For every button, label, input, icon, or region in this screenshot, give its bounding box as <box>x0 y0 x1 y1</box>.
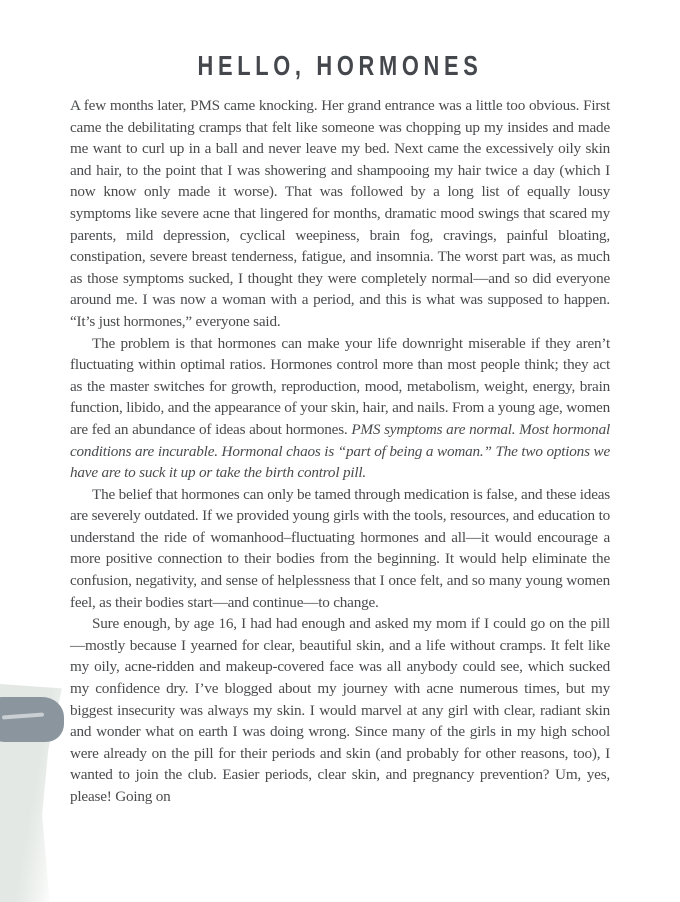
brush-stroke-highlight <box>2 713 44 720</box>
paragraph-3-text: The belief that hormones can only be tamed through medication is false, and these ideas are severely outdated. If we provided young girls with the tools, resources, and education to understand the ride of womanhood–fluctuating hormones and all—it would encourage a more positive connection to their bodies from the beginning. It would help eliminate the confusion, negativity, and sense of helplessness that I once felt, and so many young women feel, as their bodies start—and continue—to change. <box>70 485 610 611</box>
paragraph-1 <box>70 95 610 333</box>
paragraph-2-italic-text: PMS symptoms are normal. Most hormonal conditions are incurable. Hormonal chaos is “part of being a woman.” The two options we have are to suck it up or take the birth control pill. <box>70 420 610 482</box>
paragraph-4 <box>70 613 610 807</box>
paragraph-4-text: Sure enough, by age 16, I had had enough and asked my mom if I could go on the pill—mostly because I yearned for clear, beautiful skin, and a life without cramps. It felt like my oily, acne-ridden and makeup-covered face was all anybody could see, which sucked my confidence dry. I’ve blogged about my journey with acne numerous times, but my biggest insecurity was always my skin. I would marvel at any girl with clear, radiant skin and wonder what on earth I was doing wrong. Since many of the girls in my high school were already on the pill for their periods and skin (and probably for other reasons, too), I wanted to join the club. Easier periods, clear skin, and pregnancy prevention? Um, yes, please! Going on <box>70 615 610 805</box>
paragraph-1-text: A few months later, PMS came knocking. Her grand entrance was a little too obvious. First came the debilitating cramps that felt like someone was chopping up my insides and made me want to curl up in a ball and never leave my bed. Next came the excessively oily skin and hair, to the point that I was showering and shampooing my hair twice a day (which I now know only made it worse). That was followed by a long list of equally lousy symptoms like severe acne that lingered for months, dramatic mood swings that scared my parents, mild depression, cyclical weepiness, brain fog, cravings, painful bloating, constipation, severe breast tenderness, fatigue, and insomnia. The worst part was, as much as those symptoms sucked, I thought they were completely normal—and so did everyone around me. I was now a woman with a period, and this is what was supposed to happen. “It’s just hormones,” everyone said. <box>70 97 610 330</box>
paragraph-3 <box>70 484 610 614</box>
chapter-heading: HELLO, HORMONES <box>197 50 483 81</box>
paragraph-2 <box>70 333 610 484</box>
body-text <box>70 95 610 808</box>
paragraph-2-text: The problem is that hormones can make your life downright miserable if they aren’t fluctuating within optimal ratios. Hormones control more than most people think; they act as the master switches for growth, reproduction, mood, metabolism, weight, energy, brain function, libido, and the appearance of your skin, hair, and nails. From a young age, women are fed an abundance of ideas about hormones. <box>70 334 610 438</box>
brush-stroke-decoration <box>0 697 64 742</box>
